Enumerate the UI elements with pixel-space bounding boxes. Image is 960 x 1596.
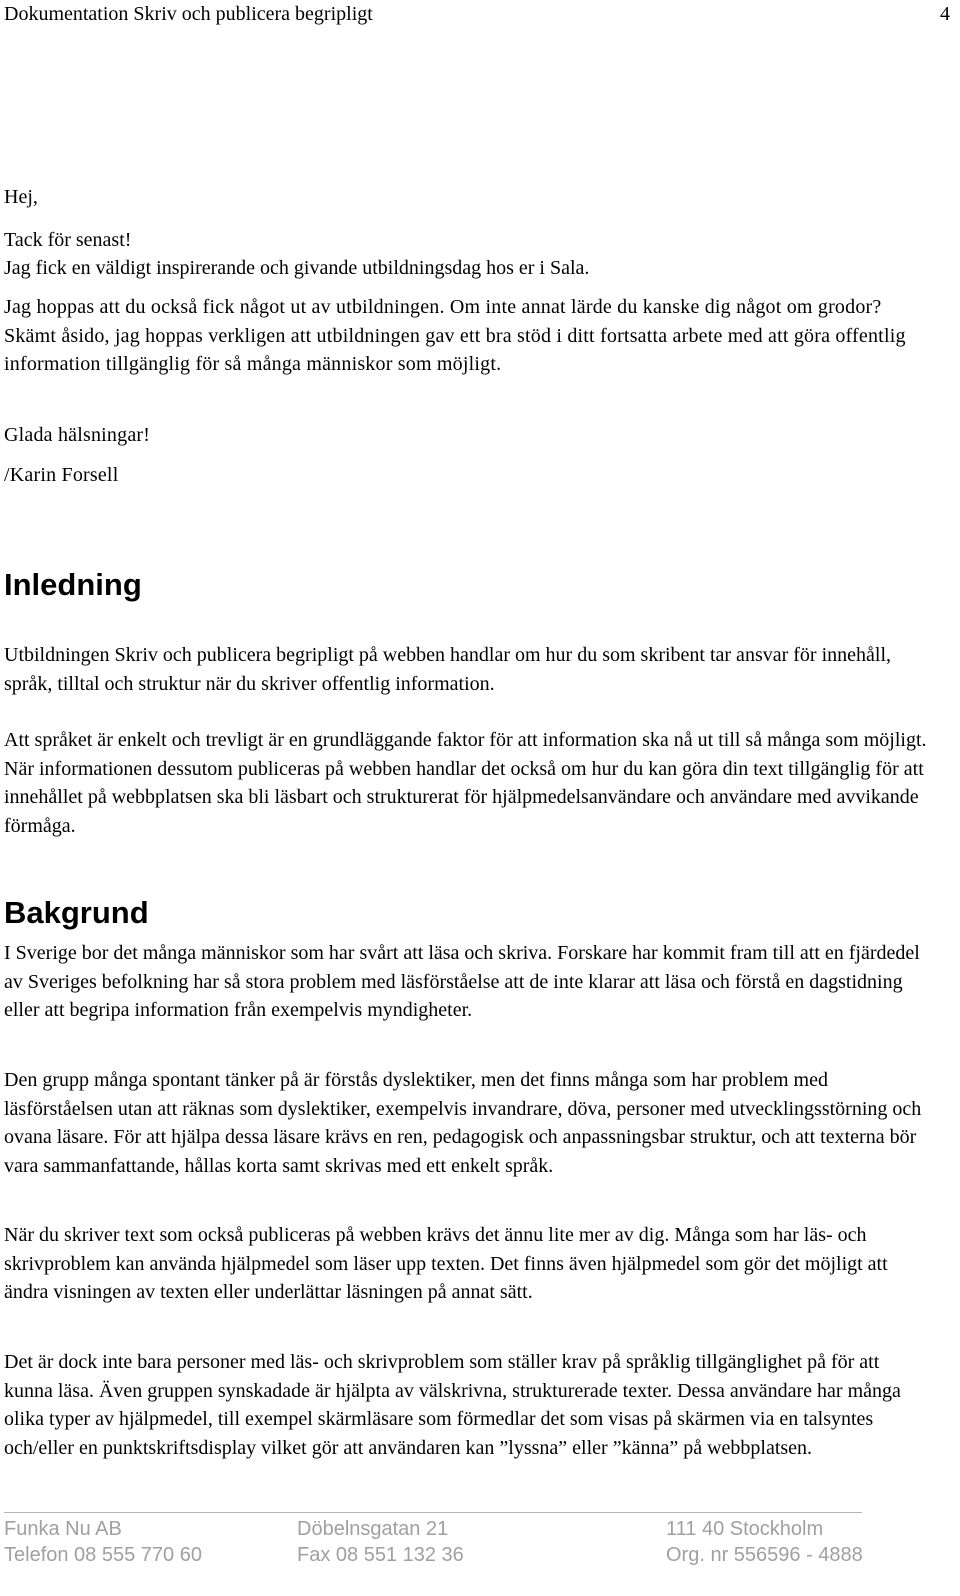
page-number: 4 — [940, 3, 950, 25]
letter-thanks-detail: Jag fick en väldigt inspirerande och givande utbildningsdag hos er i Sala. — [4, 257, 590, 279]
footer-phone: Telefon 08 555 770 60 — [4, 1544, 202, 1566]
footer-divider — [4, 1512, 862, 1513]
inledning-paragraph-1: Utbildningen Skriv och publicera begripligt på webben handlar om hur du som skribent tar ansvar för innehåll, språk, tilltal och struktur när du skriver offentlig information. — [4, 644, 892, 695]
bakgrund-paragraph-1: I Sverige bor det många människor som har svårt att läsa och skriva. Forskare har kommit fram till att en fjärdedel av Sveriges befolkning har så stora problem med läsförståelse att de inte klarar att läsa och förstå en dagstidning eller att begripa information från exempelvis myndigheter. — [4, 942, 920, 1022]
footer-city: 111 40 Stockholm — [666, 1518, 824, 1540]
footer-company: Funka Nu AB — [4, 1518, 122, 1540]
heading-inledning: Inledning — [4, 567, 142, 602]
footer-org-nr: Org. nr 556596 - 4888 — [666, 1544, 863, 1566]
document-title: Dokumentation Skriv och publicera begripligt — [4, 3, 373, 25]
bakgrund-paragraph-4: Det är dock inte bara personer med läs- och skrivproblem som ställer krav på språklig tillgänglighet på för att kunna läsa. Även gruppen synskadade är hjälpta av välskrivna, strukturerade texter. Dessa användare har många olika typer av hjälpmedel, till exempel skärmläsare som förmedlar det som visas på skärmen via en talsyntes och/eller en punktskriftsdisplay vilket gör att användaren kan ”lyssna” eller ”känna” på webbplatsen. — [4, 1351, 901, 1459]
letter-thanks: Tack för senast! — [4, 229, 132, 251]
page-footer — [4, 1515, 884, 1595]
heading-bakgrund: Bakgrund — [4, 895, 149, 930]
letter-signature: /Karin Forsell — [4, 464, 119, 486]
footer-fax: Fax 08 551 132 36 — [297, 1544, 464, 1566]
bakgrund-paragraph-2: Den grupp många spontant tänker på är förstås dyslektiker, men det finns många som har problem med läsförståelsen utan att räknas som dyslektiker, exempelvis invandrare, döva, personer med utvecklingsstörning och ovana läsare. För att hjälpa dessa läsare krävs en ren, pedagogisk och anpassningsbar struktur, och att texterna bör vara sammanfattande, hållas korta samt skrivas med ett enkelt språk. — [4, 1069, 922, 1177]
letter-greeting: Hej, — [4, 186, 38, 208]
page-header — [4, 0, 950, 30]
inledning-paragraph-2: Att språket är enkelt och trevligt är en grundläggande faktor för att information ska nå ut till så många som möjligt. När informationen dessutom publiceras på webben handlar det också om hur du kan göra din text tillgänglig för att innehållet på webbplatsen ska bli läsbart och strukturerat för hjälpmedelsanvändare och användare med avvikande förmåga. — [4, 729, 927, 837]
footer-street: Döbelnsgatan 21 — [297, 1518, 449, 1540]
letter-body: Jag hoppas att du också fick något ut av utbildningen. Om inte annat lärde du kanske dig något om grodor? Skämt åsido, jag hoppas verkligen att utbildningen gav ett bra stöd i ditt fortsatta arbete med att göra offentlig information tillgänglig för så många människor som möjligt. — [4, 296, 906, 376]
letter-closing: Glada hälsningar! — [4, 424, 151, 446]
bakgrund-paragraph-3: När du skriver text som också publiceras på webben krävs det ännu lite mer av dig. Många som har läs- och skrivproblem kan använda hjälpmedel som läser upp texten. Det finns även hjälpmedel som gör det möjligt att ändra visningen av texten eller underlättar läsningen på annat sätt. — [4, 1224, 888, 1304]
